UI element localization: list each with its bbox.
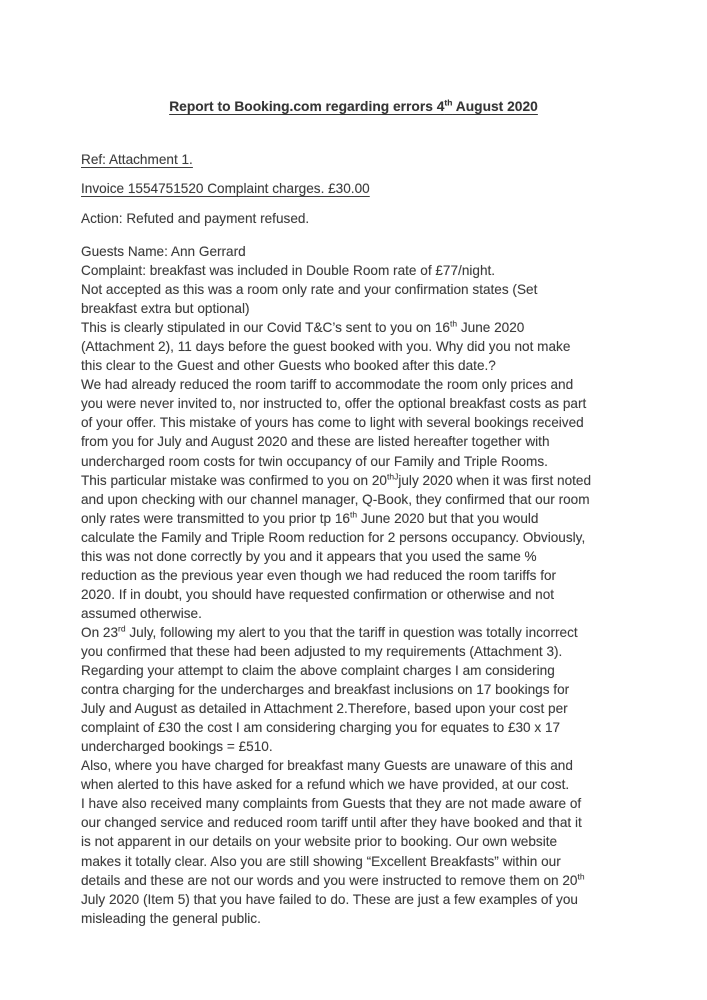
- body-line: you were never invited to, nor instructed to, offer the optional breakfast costs as part: [81, 396, 587, 412]
- letter-body: [81, 242, 641, 928]
- body-line: you confirmed that these had been adjusted to my requirements (Attachment 3).: [81, 643, 563, 659]
- body-line: makes it totally clear. Also you are still showing “Excellent Breakfasts” within our: [81, 853, 561, 869]
- body-line: 2020. If in doubt, you should have requested confirmation or otherwise and not: [81, 586, 555, 602]
- body-line: contra charging for the undercharges and breakfast inclusions on 17 bookings for: [81, 682, 570, 698]
- body-line: is not apparent in our details on your website prior to booking. Our own website: [81, 834, 558, 850]
- body-line: and upon checking with our channel manager, Q-Book, they confirmed that our room: [81, 491, 590, 507]
- body-line: July and August as detailed in Attachment 2.Therefore, based upon your cost per: [81, 701, 568, 717]
- body-line: undercharged bookings = £510.: [81, 739, 273, 755]
- body-line: Complaint: breakfast was included in Double Room rate of £77/night.: [81, 263, 496, 279]
- body-line: July 2020 (Item 5) that you have failed to do. These are just a few examples of you: [81, 891, 578, 907]
- body-line: this clear to the Guest and other Guests who booked after this date.?: [81, 358, 496, 374]
- action-line: Action: Refuted and payment refused.: [81, 211, 310, 226]
- body-line: Not accepted as this was a room only rate and your confirmation states (Set: [81, 282, 538, 298]
- body-line: This particular mistake was confirmed to you on $20^{thJ}july$ 2020 when it was first noted: [81, 471, 592, 488]
- body-line: (Attachment 2), 11 days before the guest booked with you. Why did you not make: [81, 339, 571, 355]
- body-line: from you for July and August 2020 and these are listed hereafter together with: [81, 434, 550, 450]
- body-line: our changed service and reduced room tariff until after they have booked and that it: [81, 815, 582, 831]
- document-title: Report to Booking.com regarding errors 4th August 2020: [169, 97, 538, 114]
- body-line: details and these are not our words and you were instructed to remove them on 20th: [81, 871, 585, 888]
- body-line: misleading the general public.: [81, 910, 261, 926]
- body-line: undercharged room costs for twin occupancy of our Family and Triple Rooms.: [81, 453, 548, 469]
- body-line: complaint of £30 the cost I am considering charging you for equates to £30 x 17: [81, 720, 561, 736]
- body-line: when alerted to this have asked for a refund which we have provided, at our cost.: [81, 777, 570, 793]
- body-line: this was not done correctly by you and it appears that you used the same %: [81, 548, 537, 564]
- body-line: only rates were transmitted to you prior tp 16th June 2020 but that you would: [81, 509, 539, 526]
- body-line: We had already reduced the room tariff to accommodate the room only prices and: [81, 377, 574, 393]
- body-line: calculate the Family and Triple Room reduction for 2 persons occupancy. Obviously,: [81, 529, 586, 545]
- body-line: assumed otherwise.: [81, 605, 202, 621]
- body-line: reduction as the previous year even though we had reduced the room tariffs for: [81, 567, 557, 583]
- invoice-line: Invoice 1554751520 Complaint charges. £30.00: [81, 181, 370, 196]
- body-line: Guests Name: Ann Gerrard: [81, 244, 246, 259]
- body-line: On 23rd July, following my alert to you that the tariff in question was totally incorrect: [81, 623, 578, 640]
- ref-line: Ref: Attachment 1.: [81, 152, 193, 167]
- body-line: of your offer. This mistake of yours has come to light with several bookings received: [81, 415, 584, 431]
- body-line: I have also received many complaints from Guests that they are not made aware of: [81, 796, 582, 812]
- body-line: Regarding your attempt to claim the above complaint charges I am considering: [81, 663, 555, 679]
- body-line: breakfast extra but optional): [81, 301, 250, 317]
- body-line: Also, where you have charged for breakfast many Guests are unaware of this and: [81, 758, 573, 774]
- body-line: This is clearly stipulated in our Covid T&C’s sent to you on 16th June 2020: [81, 318, 525, 336]
